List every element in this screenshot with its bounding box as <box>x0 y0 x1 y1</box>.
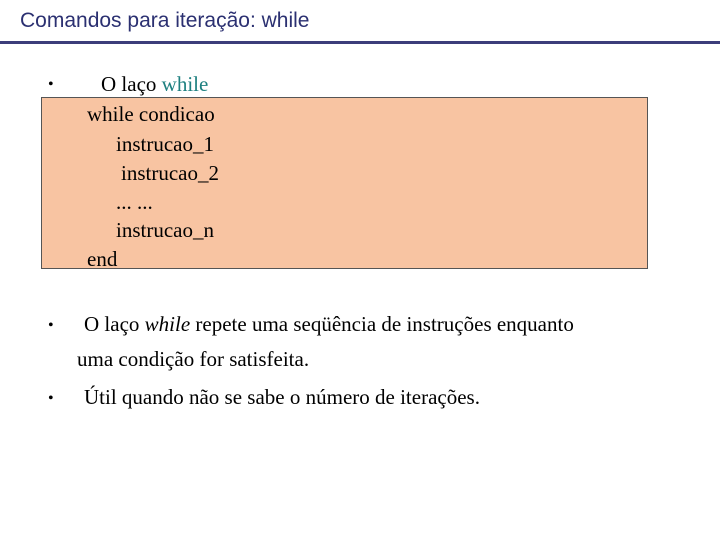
code-heading <box>101 72 208 97</box>
title-divider <box>0 41 720 44</box>
code-line-instruction-2: instrucao_2 <box>121 161 219 185</box>
bullet-3-marker: • <box>48 390 54 407</box>
paragraph-while-description <box>84 312 574 337</box>
code-heading-keyword: while <box>161 72 209 96</box>
code-line-instruction-1: instrucao_1 <box>116 132 214 156</box>
slide-title: Comandos para iteração: while <box>20 9 310 32</box>
code-line-while: while condicao <box>87 102 215 126</box>
paragraph-1-keyword: while <box>144 312 191 336</box>
paragraph-1-suffix: repete uma seqüência de instruções enquanto <box>190 312 574 336</box>
bullet-1-marker: • <box>48 76 54 93</box>
paragraph-usage-note: Útil quando não se sabe o número de iterações. <box>84 385 480 409</box>
code-line-instruction-n: instrucao_n <box>116 218 214 242</box>
paragraph-while-description-line-2: uma condição for satisfeita. <box>77 347 310 371</box>
paragraph-1-prefix: O laço <box>84 312 145 336</box>
code-line-ellipsis: ... ... <box>116 190 153 214</box>
code-heading-prefix: O laço <box>101 72 162 96</box>
code-line-end: end <box>87 247 118 271</box>
bullet-2-marker: • <box>48 317 54 334</box>
